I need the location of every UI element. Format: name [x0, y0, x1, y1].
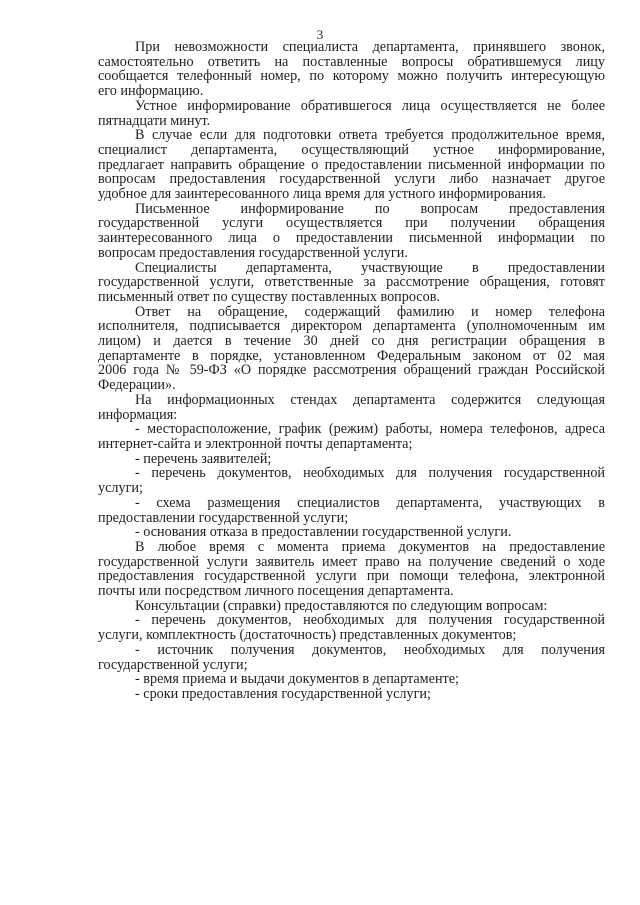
list-item: [98, 613, 605, 642]
text-line: - основания отказа в предоставлении государственной услуги.: [135, 524, 512, 541]
text-line: 2006 года № 59-ФЗ «О порядке рассмотрения обращений граждан Российской: [98, 362, 605, 379]
text-line: государственной услуги;: [98, 656, 248, 673]
text-line: заинтересованного лица о предоставлении письменной информации по: [98, 230, 605, 247]
text-line: услуги, комплектность (достаточность) представленных документов;: [98, 627, 517, 644]
text-line: Федерации».: [98, 377, 176, 394]
text-line: почты или посредством личного посещения департамента.: [98, 583, 454, 600]
text-line: вопросам предоставления государственной услуги.: [98, 244, 408, 261]
text-line: В случае если для подготовки ответа требуется продолжительное время,: [135, 127, 605, 144]
paragraph: [98, 261, 605, 305]
paragraph: [98, 99, 605, 128]
text-line: - перечень документов, необходимых для получения государственной: [135, 465, 605, 482]
text-line: письменный ответ по существу поставленных вопросов.: [98, 288, 440, 305]
list-item: [98, 466, 605, 495]
text-line: государственной услуги, ответственные за рассмотрение обращения, готовят: [98, 274, 605, 291]
paragraph: [98, 393, 605, 422]
text-line: удобное для заинтересованного лица время для устного информирования.: [98, 186, 546, 203]
list-item: [98, 452, 605, 467]
list-item: [98, 672, 605, 687]
paragraph: [98, 202, 605, 261]
text-line: - схема размещения специалистов департамента, участвующих в: [135, 494, 605, 511]
text-line: - месторасположение, график (режим) работы, номера телефонов, адреса: [135, 421, 605, 438]
text-line: Устное информирование обратившегося лица осуществляется не более: [135, 97, 605, 114]
text-line: - перечень заявителей;: [135, 450, 272, 467]
paragraph: [98, 40, 605, 99]
paragraph: [98, 305, 605, 393]
paragraph: [98, 540, 605, 599]
text-line: самостоятельно ответить на поставленные вопросы обратившемуся лицу: [98, 53, 605, 70]
list-item: [98, 496, 605, 525]
text-line: При невозможности специалиста департамента, принявшего звонок,: [135, 39, 605, 55]
text-line: интернет-сайта и электронной почты департамента;: [98, 435, 413, 452]
text-line: специалист департамента, осуществляющий устное информирование,: [98, 141, 605, 158]
list-item: [98, 643, 605, 672]
text-line: - сроки предоставления государственной услуги;: [135, 685, 431, 702]
list-item: [98, 525, 605, 540]
text-line: - перечень документов, необходимых для получения государственной: [135, 612, 605, 629]
text-line: вопросам предоставления государственной услуги либо назначает другое: [98, 171, 605, 188]
text-line: лицом) и дается в течение 30 дней со дня регистрации обращения в: [98, 333, 605, 350]
text-line: Консультации (справки) предоставляются по следующим вопросам:: [135, 597, 548, 614]
text-line: исполнителя, подписывается директором департамента (уполномоченным им: [98, 318, 605, 335]
text-line: - источник получения документов, необходимых для получения: [135, 641, 605, 658]
text-line: государственной услуги заявитель имеет право на получение сведений о ходе: [98, 553, 605, 570]
text-line: сообщается телефонный номер, по которому можно получить интересующую: [98, 68, 605, 85]
text-line: департаменте в порядке, установленном Федеральным законом от 02 мая: [98, 347, 605, 364]
text-line: предоставлении государственной услуги;: [98, 509, 349, 526]
text-line: услуги;: [98, 480, 143, 497]
text-line: пятнадцати минут.: [98, 112, 211, 129]
paragraph: [98, 128, 605, 202]
text-line: Специалисты департамента, участвующие в предоставлении: [135, 259, 605, 276]
text-line: На информационных стендах департамента содержится следующая: [135, 391, 605, 408]
page-number: 3: [316, 27, 324, 42]
text-line: - время приема и выдачи документов в департаменте;: [135, 671, 459, 688]
text-line: Ответ на обращение, содержащий фамилию и номер телефона: [135, 303, 605, 320]
text-line: его информацию.: [98, 83, 204, 100]
document-body: [98, 40, 605, 702]
text-line: информация:: [98, 406, 178, 423]
text-line: предоставления государственной услуги при помощи телефона, электронной: [98, 568, 605, 585]
text-line: государственной услуги осуществляется при получении обращения: [98, 215, 605, 232]
text-line: предлагает направить обращение о предоставлении письменной информации по: [98, 156, 605, 173]
text-line: В любое время с момента приема документов на предоставление: [135, 538, 605, 555]
list-item: [98, 422, 605, 451]
text-line: Письменное информирование по вопросам предоставления: [135, 200, 605, 217]
list-item: [98, 687, 605, 702]
paragraph: [98, 599, 605, 614]
